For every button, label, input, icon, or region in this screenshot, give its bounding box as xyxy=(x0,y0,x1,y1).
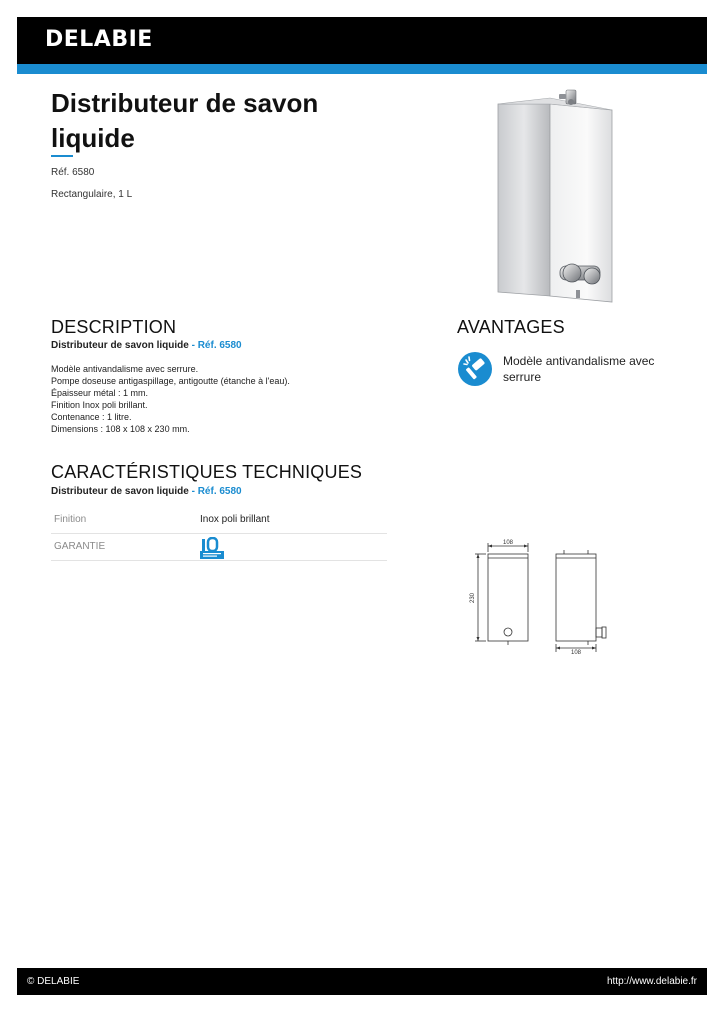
description-heading: DESCRIPTION xyxy=(51,317,177,337)
table-row xyxy=(51,534,387,561)
technical-heading: CARACTÉRISTIQUES TECHNIQUES xyxy=(51,462,363,482)
spec-label: GARANTIE xyxy=(54,541,106,552)
advantages-heading: AVANTAGES xyxy=(457,317,565,337)
header-bar xyxy=(17,17,707,64)
page-title: Distributeur de savon liquide xyxy=(51,88,319,153)
ref-separator: - xyxy=(188,340,198,351)
brand-logo[interactable]: DELABIE xyxy=(45,27,153,52)
spec-table xyxy=(51,507,387,561)
guarantee-10-years-icon xyxy=(200,537,224,559)
product-image xyxy=(488,86,618,306)
spec-value: Inox poli brillant xyxy=(200,514,270,525)
accent-bar xyxy=(17,64,707,74)
table-row xyxy=(51,507,387,534)
description-line: Dimensions : 108 x 108 x 230 mm. xyxy=(51,424,190,434)
drawing-width-front: 108 xyxy=(502,540,514,546)
hammer-icon xyxy=(458,352,492,386)
description-line: Pompe doseuse antigaspillage, antigoutte (étanche à l'eau). xyxy=(51,376,290,386)
technical-subtitle xyxy=(51,486,242,497)
product-ref: Réf. 6580 xyxy=(51,167,95,178)
description-subtitle xyxy=(51,340,242,351)
description-product-name: Distributeur de savon liquide xyxy=(51,340,189,351)
title-underline xyxy=(51,155,73,157)
drawing-width-side: 108 xyxy=(570,650,582,656)
description-line: Contenance : 1 litre. xyxy=(51,412,132,422)
footer-bar xyxy=(17,968,707,995)
description-line: Modèle antivandalisme avec serrure. xyxy=(51,364,199,374)
drawing-height: 230 xyxy=(470,592,476,604)
product-subtitle: Rectangulaire, 1 L xyxy=(51,189,133,200)
description-line: Épaisseur métal : 1 mm. xyxy=(51,388,149,398)
technical-product-name: Distributeur de savon liquide xyxy=(51,486,189,497)
spec-label: Finition xyxy=(54,514,87,525)
description-body xyxy=(51,363,290,435)
description-ref[interactable]: Réf. 6580 xyxy=(197,340,242,351)
advantage-text: Modèle antivandalisme avec serrure xyxy=(503,354,655,384)
technical-ref[interactable]: Réf. 6580 xyxy=(197,486,242,497)
footer-copyright: © DELABIE xyxy=(27,976,80,987)
description-line: Finition Inox poli brillant. xyxy=(51,400,148,410)
technical-drawing xyxy=(462,532,622,657)
ref-separator: - xyxy=(188,486,198,497)
footer-website-link[interactable]: http://www.delabie.fr xyxy=(606,976,697,987)
